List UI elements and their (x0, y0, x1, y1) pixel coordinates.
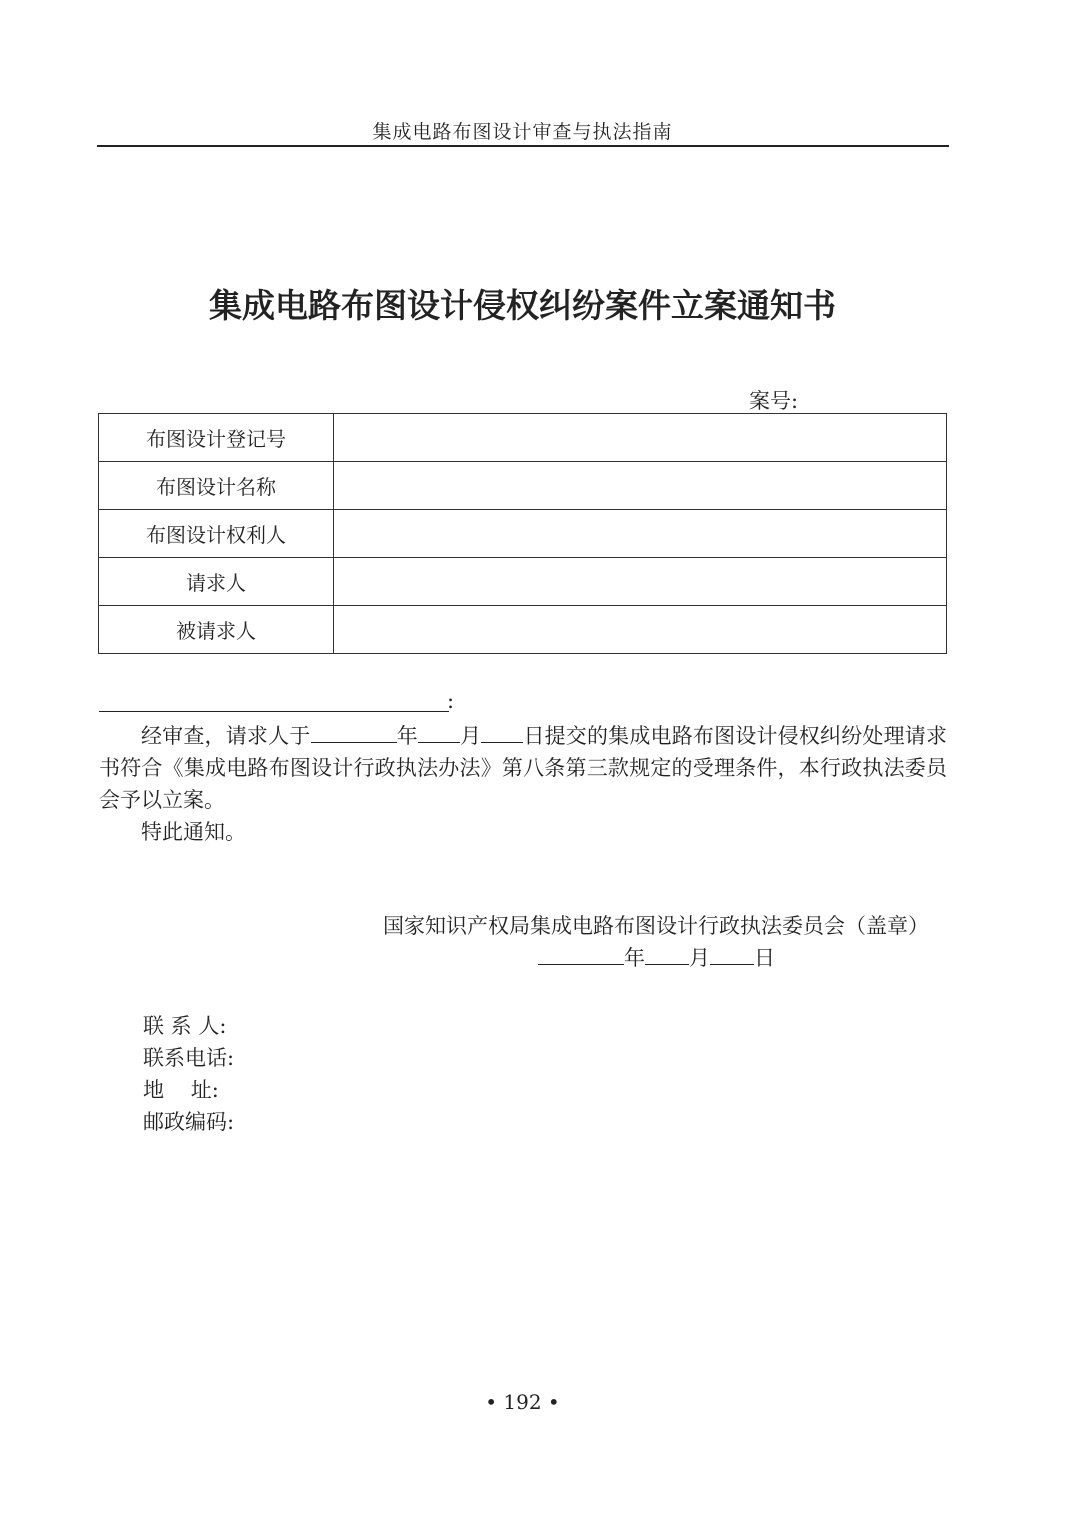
notice-paragraph (99, 720, 947, 816)
body-text: 经审查，请求人于 (141, 724, 311, 748)
row-label: 布图设计权利人 (99, 510, 334, 558)
row-label: 布图设计登记号 (99, 414, 334, 462)
table-row (99, 414, 947, 462)
page-number: • 192 • (485, 1390, 560, 1414)
running-header: 集成电路布图设计审查与执法指南 (372, 121, 673, 143)
header-rule (97, 145, 949, 147)
addressee-blank (99, 689, 449, 712)
year-label: 年 (396, 724, 418, 748)
year-blank (538, 944, 624, 965)
notice-body (99, 720, 947, 848)
contact-address-label: 地 址: (143, 1078, 219, 1102)
month-blank (418, 722, 460, 743)
row-value (334, 558, 947, 606)
issuing-organization: 国家知识产权局集成电路布图设计行政执法委员会（盖章） (383, 914, 929, 938)
case-number-label: 案号: (749, 389, 799, 413)
year-label: 年 (624, 946, 645, 970)
row-value (334, 462, 947, 510)
row-value (334, 510, 947, 558)
row-value (334, 414, 947, 462)
table-row (99, 462, 947, 510)
month-blank (645, 944, 689, 965)
month-label: 月 (689, 946, 710, 970)
contact-info (143, 1010, 234, 1138)
day-blank (481, 722, 523, 743)
table-row (99, 510, 947, 558)
table-row (99, 606, 947, 654)
year-blank (311, 722, 397, 743)
contact-person-label: 联 系 人: (143, 1014, 227, 1038)
contact-postcode-label: 邮政编码: (143, 1110, 235, 1134)
row-label: 布图设计名称 (99, 462, 334, 510)
case-info-table (98, 413, 947, 654)
closing-text: 特此通知。 (141, 820, 246, 844)
row-label: 请求人 (99, 558, 334, 606)
day-label: 日 (754, 946, 775, 970)
contact-phone-label: 联系电话: (143, 1046, 235, 1070)
signature-date (538, 942, 775, 972)
day-blank (710, 944, 754, 965)
body-text: 日提交的集成电路布图设计侵权纠纷处理请求书符合《集成电路布图设计行政执法办法》第八条第三款规定的受理条件，本行政执法委员会予以立案。 (99, 724, 947, 812)
row-label: 被请求人 (99, 606, 334, 654)
document-title: 集成电路布图设计侵权纠纷案件立案通知书 (209, 286, 836, 325)
table-row (99, 558, 947, 606)
addressee-colon: : (447, 689, 455, 713)
month-label: 月 (459, 724, 482, 748)
row-value (334, 606, 947, 654)
